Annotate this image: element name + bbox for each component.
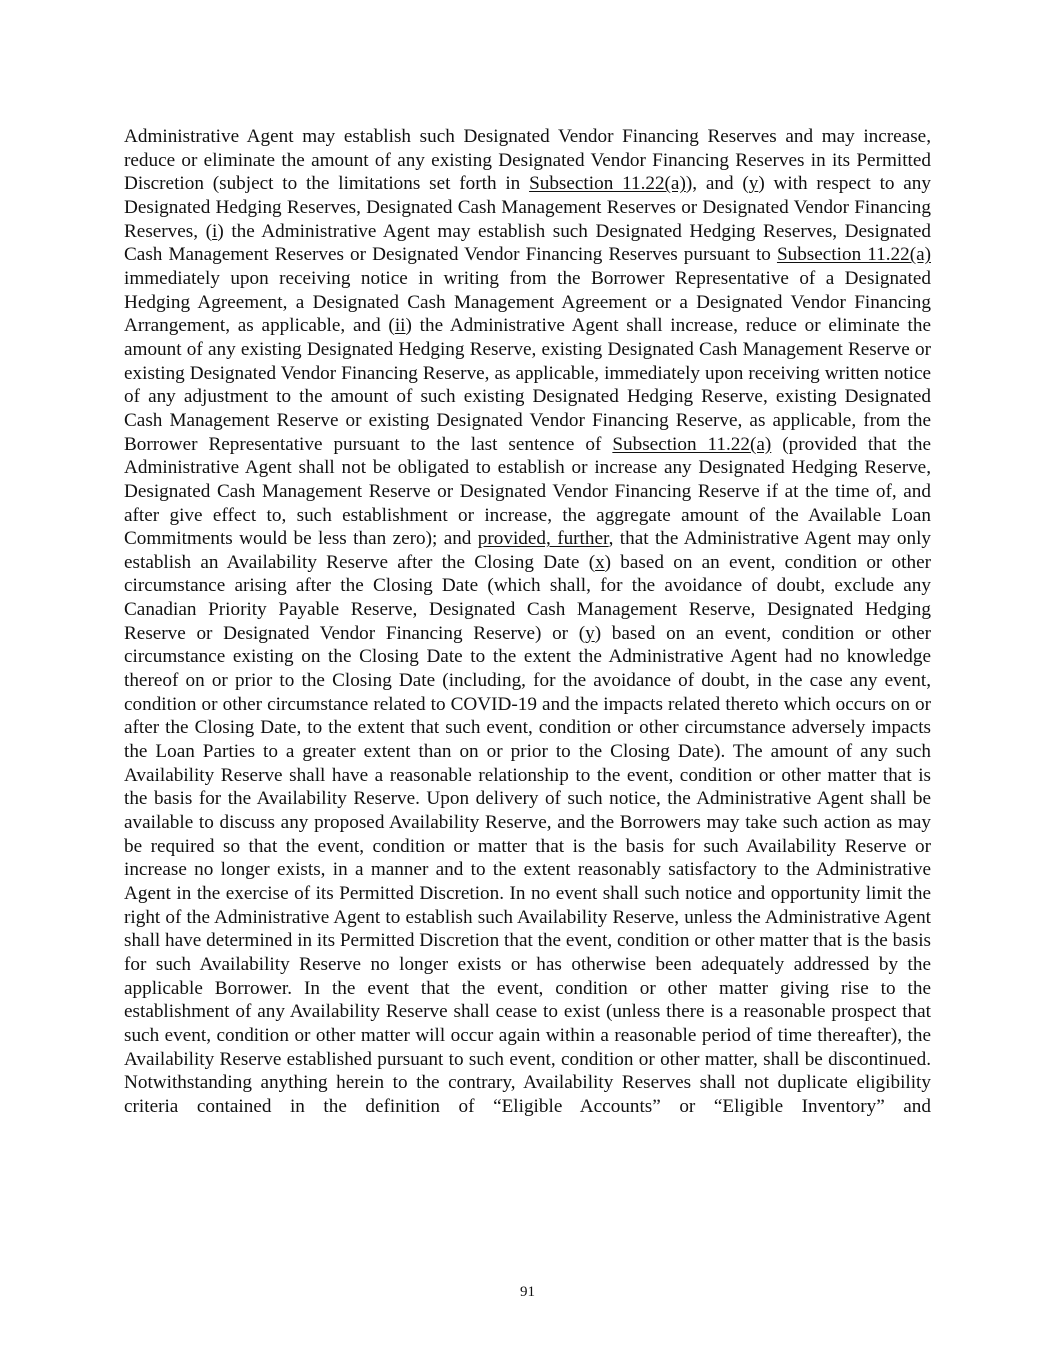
text-segment: (provided that the Administrative Agent shall not be obligated to establish or increase any Designated Hedging Reserve, Designated Cash Management Reserve or Designated Vendor Financing Reserve if at the time of, and after give effect to, such establishment or increase, the aggregate amount of the Available Loan Commitments would be less than zero); and [124,433,931,550]
underlined-reference: Subsection 11.22(a) [776,244,931,266]
text-segment: ) the Administrative Agent shall increase, reduce or eliminate the amount of any existing Designated Hedging Reserve, existing Designated Cash Management Reserve or existing Designated Vendor Financing Reserve, as applicable, immediately upon receiving written notice of any adjustment to the amount of such existing Designated Hedging Reserve, existing Designated Cash Management Reserve or existing Designated Vendor Financing Reserve, as applicable, from the Borrower Representative pursuant to the last sentence of [124,315,931,455]
underlined-reference: Subsection 11.22(a) [529,173,686,195]
text-segment: ) with respect to any Designated Hedging Reserves, Designated Cash Management Reserves or Designated Vendor Financing Reserves, ( [124,173,931,242]
text-segment: , that the Administrative Agent may only establish an Availability Reserve after the Closing Date ( [124,528,931,573]
page-number: 91 [520,1284,535,1300]
underlined-reference: y [748,173,759,195]
underlined-reference: x [595,551,605,573]
underlined-reference: y [585,622,595,644]
underlined-reference: ii [394,315,406,337]
text-segment: ) the Administrative Agent may establish such Designated Hedging Reserves, Designated Cash Management Reserves or Designated Vendor Financing Reserves pursuant to [124,220,931,266]
text-segment: immediately upon receiving notice in writing from the Borrower Representative of a Designated Hedging Agreement, a Designated Cash Management Agreement or a Designated Vendor Financing Arrangement, as applicable, and ( [124,267,931,337]
text-segment: ) based on an event, condition or other circumstance arising after the Closing Date (which shall, for the avoidance of doubt, exclude any Canadian Priority Payable Reserve, Designated Cash Management Reserve, Designated Hedging Reserve or Designated Vendor Financing Reserve) or ( [124,551,931,644]
underlined-reference: provided, further [477,528,609,550]
text-segment: ), and ( [685,173,749,195]
text-segment: ) based on an event, condition or other circumstance existing on the Closing Date to the extent the Administrative Agent had no knowledge thereof on or prior to the Closing Date (including, for the avoidance of doubt, in the case any event, condition or other circumstance related to COVID-19 and the impacts related thereto which occurs on or after the Closing Date, to the extent that such event, condition or other circumstance adversely impacts the Loan Parties to a greater extent than on or prior to the Closing Date). The amount of any such Availability Reserve shall have a reasonable relationship to the event, condition or other matter that is the basis for the Availability Reserve. Upon delivery of such notice, the Administrative Agent shall be available to discuss any proposed Availability Reserve, and the Borrowers may take such action as may be required so that the event, condition or matter that is the basis for such Availability Reserve or increase no longer exists, in a manner and to the extent reasonably satisfactory to the Administrative Agent in the exercise of its Permitted Discretion. In no event shall such notice and opportunity limit the right of the Administrative Agent to establish such Availability Reserve, unless the Administrative Agent shall have determined in its Permitted Discretion that the event, condition or other matter that is the basis for such Availability Reserve no longer exists or has otherwise been adequately addressed by the applicable Borrower. In the event that the event, condition or other matter giving rise to the establishment of any Availability Reserve shall cease to exist (unless there is a reasonable prospect that such event, condition or other matter will occur again within a reasonable period of time thereafter), the Availability Reserve established pursuant to such event, condition or other matter, shall be discontinued. Notwithstanding anything herein to the contrary, Availability Reserves shall not duplicate eligibility criteria contained in the definition of “Eligible Accounts” or “Eligible Inventory” and [124,622,932,1117]
underlined-reference: Subsection 11.22(a) [612,433,772,455]
underlined-reference: i [212,220,218,242]
body-paragraph [124,125,931,1119]
text-segment: Administrative Agent may establish such Designated Vendor Financing Reserves and may increase, reduce or eliminate the amount of any existing Designated Vendor Financing Reserves in its Permitted Discretion (subject to the limitations set forth in [124,126,931,195]
